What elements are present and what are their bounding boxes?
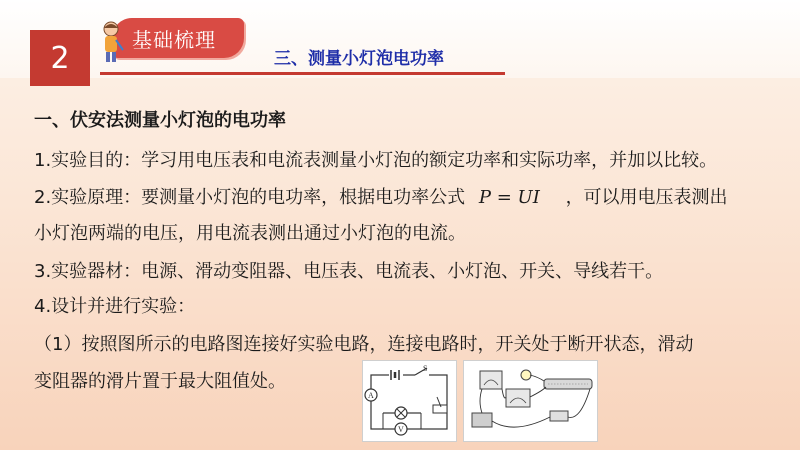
circuit-diagram <box>362 360 457 442</box>
switch-label: S <box>423 364 428 373</box>
header-underline <box>100 72 505 75</box>
text-line-7: 变阻器的滑片置于最大阻值处。 <box>34 371 286 392</box>
page-subtitle: 三、测量小灯泡电功率 <box>274 49 444 69</box>
ammeter-label: A <box>368 391 374 400</box>
text-line-6: （1）按照图所示的电路图连接好实验电路，连接电路时，开关处于断开状态，滑动 <box>34 334 694 355</box>
text-line-2a: 2.实验原理：要测量小灯泡的电功率，根据电功率公式 <box>34 187 466 208</box>
text-line-1: 1.实验目的：学习用电压表和电流表测量小灯泡的额定功率和实际功率，并加以比较。 <box>34 150 718 171</box>
text-line-5: 4.设计并进行实验： <box>34 296 196 317</box>
content-heading: 一、伏安法测量小灯泡的电功率 <box>34 110 286 131</box>
student-figure-icon <box>98 20 124 64</box>
text-line-4: 3.实验器材：电源、滑动变阻器、电压表、电流表、小灯泡、开关、导线若干。 <box>34 261 664 282</box>
section-number: 2 <box>30 30 90 86</box>
power-formula: P = UI <box>478 187 540 208</box>
voltmeter-label: V <box>398 425 404 434</box>
text-line-3: 小灯泡两端的电压，用电流表测出通过小灯泡的电流。 <box>34 223 466 244</box>
text-line-2 <box>34 183 728 209</box>
badge-label: 基础梳理 <box>132 28 216 52</box>
text-line-2b: ，可以用电压表测出 <box>565 187 728 208</box>
apparatus-illustration <box>463 360 598 442</box>
